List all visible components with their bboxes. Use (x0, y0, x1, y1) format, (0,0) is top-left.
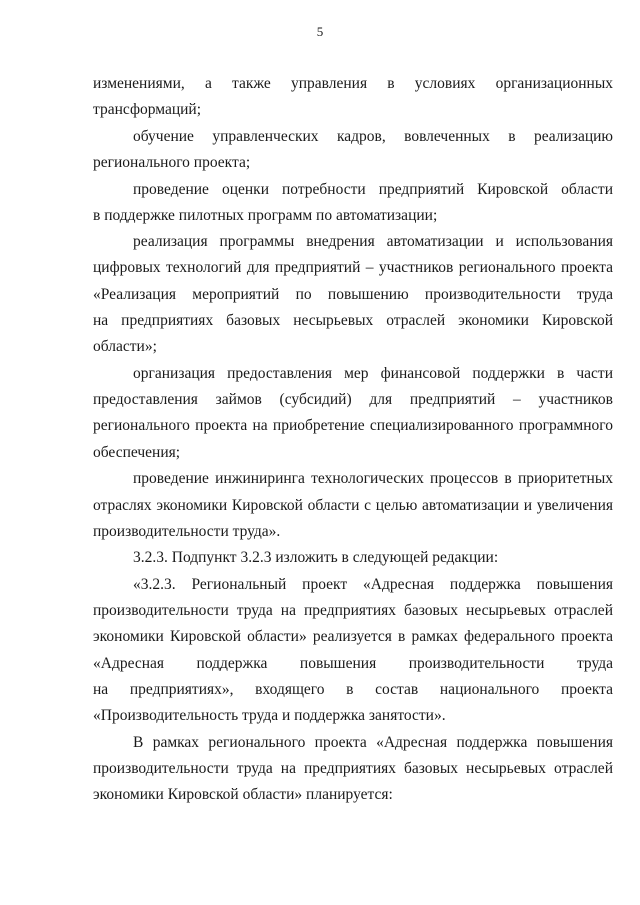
page-number: 5 (316, 24, 324, 39)
text-line: проведение оценки потребности предприятий Кировской области (133, 181, 613, 198)
text-line: изменениями, а также управления в условиях организационных (93, 75, 613, 92)
text-line: «Производительность труда и поддержка занятости». (93, 707, 446, 724)
text-line: организация предоставления мер финансовой поддержки в части (133, 365, 613, 382)
text-line: проведение инжиниринга технологических процессов в приоритетных (133, 470, 613, 487)
text-line: «Адресная поддержка повышения производительности труда (93, 655, 613, 672)
text-line: экономики Кировской области» реализуется в рамках федерального проекта (93, 628, 613, 645)
text-line: цифровых технологий для предприятий – участников регионального проекта (93, 259, 613, 276)
text-line: регионального проекта на приобретение специализированного программного (93, 417, 613, 434)
text-line: экономики Кировской области» планируется: (93, 786, 393, 803)
text-line: области»; (93, 338, 157, 355)
text-line: производительности труда на предприятиях базовых несырьевых отраслей (93, 760, 613, 777)
text-line: «Реализация мероприятий по повышению производительности труда (93, 286, 613, 303)
text-line: «3.2.3. Региональный проект «Адресная поддержка повышения (133, 576, 613, 593)
text-line: предоставления займов (субсидий) для предприятий – участников (93, 391, 613, 408)
text-line: В рамках регионального проекта «Адресная поддержка повышения (133, 734, 613, 751)
text-line: трансформаций; (93, 101, 202, 118)
text-line: производительности труда». (93, 523, 281, 540)
text-line: производительности труда на предприятиях базовых несырьевых отраслей (93, 602, 613, 619)
text-line: реализация программы внедрения автоматизации и использования (133, 233, 613, 250)
text-line: в поддержке пилотных программ по автоматизации; (93, 207, 438, 224)
text-line: на предприятиях базовых несырьевых отраслей экономики Кировской (93, 312, 613, 329)
text-line: на предприятиях», входящего в состав национального проекта (93, 681, 613, 698)
text-line: отраслях экономики Кировской области с целью автоматизации и увеличения (93, 497, 613, 514)
text-line: 3.2.3. Подпункт 3.2.3 изложить в следующей редакции: (133, 549, 499, 566)
text-line: обеспечения; (93, 444, 181, 461)
text-line: обучение управленческих кадров, вовлеченных в реализацию (133, 128, 613, 145)
text-line: регионального проекта; (93, 154, 251, 171)
